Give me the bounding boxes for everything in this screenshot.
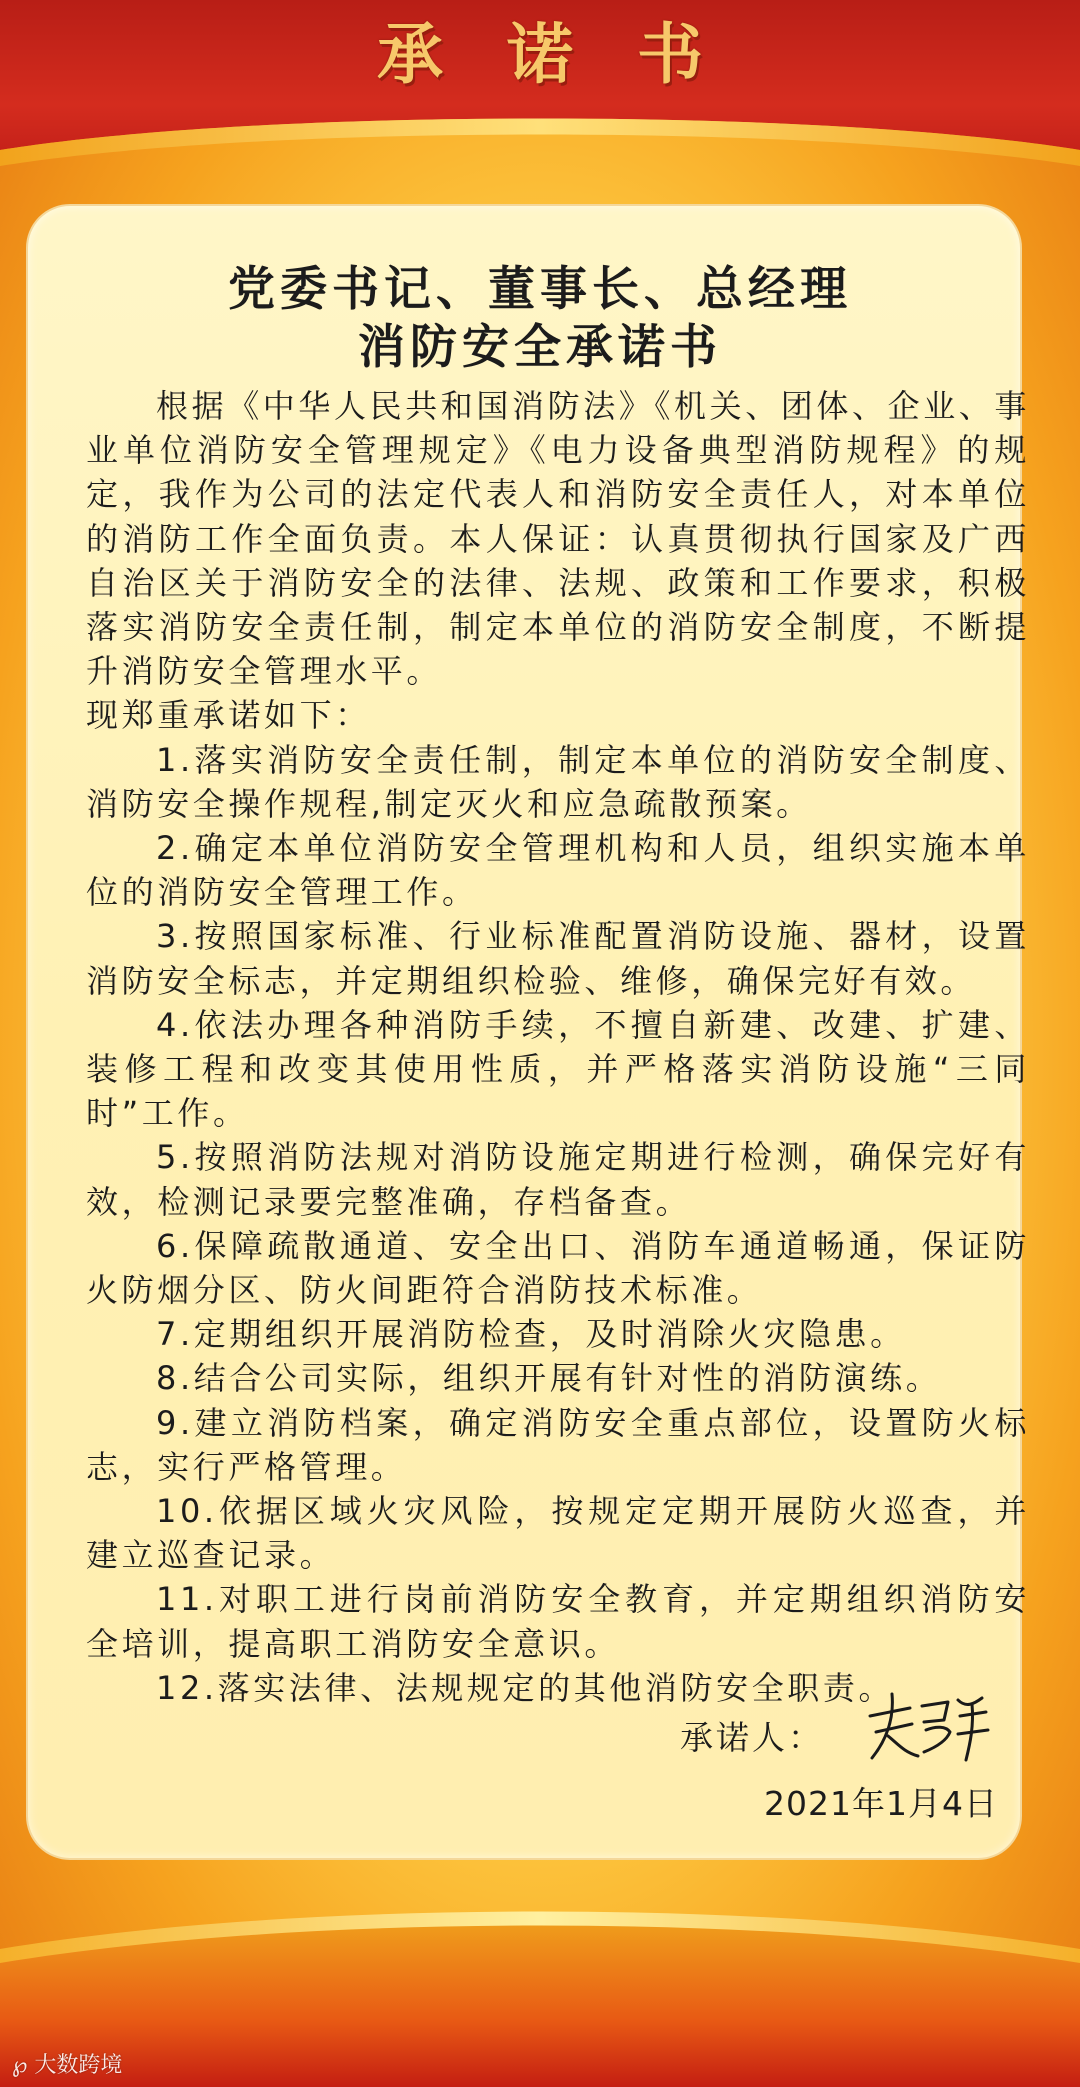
header-banner	[0, 0, 1080, 170]
watermark-logo-icon: ℘	[12, 2053, 28, 2078]
footer-wave	[0, 1867, 1080, 2087]
footer-decoration	[0, 1867, 1080, 2087]
lead-paragraph: 现郑重承诺如下：	[86, 696, 371, 735]
commitment-item: 2.确定本单位消防安全管理机构和人员，组织实施本单位的消防安全管理工作。	[86, 829, 1030, 912]
commitment-item: 5.按照消防法规对消防设施定期进行检测，确保完好有效，检测记录要完整准确，存档备查。	[86, 1138, 1030, 1221]
commitment-item: 1.落实消防安全责任制，制定本单位的消防安全制度、消防安全操作规程,制定灭火和应急疏散预案。	[86, 740, 1030, 823]
commitment-item: 11.对职工进行岗前消防安全教育，并定期组织消防安全培训，提高职工消防安全意识。	[86, 1580, 1030, 1663]
commitment-item: 6.保障疏散通道、安全出口、消防车通道畅通，保证防火防烟分区、防火间距符合消防技术标准。	[86, 1226, 1030, 1310]
commitment-item: 12.落实法律、法规规定的其他消防安全职责。	[156, 1668, 895, 1707]
signer-label: 承诺人：	[680, 1718, 824, 1757]
watermark-text: 大数跨境	[34, 2053, 123, 2078]
document-title-line-2: 消防安全承诺书	[358, 320, 722, 375]
signing-date: 2021年1月4日	[764, 1784, 998, 1823]
watermark	[12, 2048, 122, 2079]
banner-title: 承诺书	[377, 15, 767, 93]
commitment-item: 4.依法办理各种消防手续，不擅自新建、改建、扩建、装修工程和改变其使用性质，并严格落实消防设施“三同时”工作。	[86, 1005, 1030, 1133]
intro-paragraph: 根据《中华人民共和国消防法》《机关、团体、企业、事业单位消防安全管理规定》《电力设备典型消防规程》的规定，我作为公司的法定代表人和消防安全责任人，对本单位的消防工作全面负责。本人保证：认真贯彻执行国家及广西自治区关于消防安全的法律、法规、政策和工作要求，积极落实消防安全责任制，制定本单位的消防安全制度，不断提升消防安全管理水平。	[86, 387, 1031, 691]
commitment-item: 7.定期组织开展消防检查，及时消除火灾隐患。	[156, 1315, 906, 1354]
document-title-line-1: 党委书记、董事长、总经理	[228, 262, 852, 317]
document-body	[86, 384, 1030, 1710]
commitment-item: 10.依据区域火灾风险，按规定定期开展防火巡查，并建立巡查记录。	[86, 1492, 1030, 1575]
handwritten-signature	[862, 1686, 992, 1766]
commitment-item: 9.建立消防档案，确定消防安全重点部位，设置防火标志，实行严格管理。	[86, 1403, 1030, 1486]
commitment-item: 8.结合公司实际，组织开展有针对性的消防演练。	[156, 1359, 942, 1398]
commitment-item: 3.按照国家标准、行业标准配置消防设施、器材，设置消防安全标志，并定期组织检验、维修，确保完好有效。	[86, 917, 1030, 1000]
